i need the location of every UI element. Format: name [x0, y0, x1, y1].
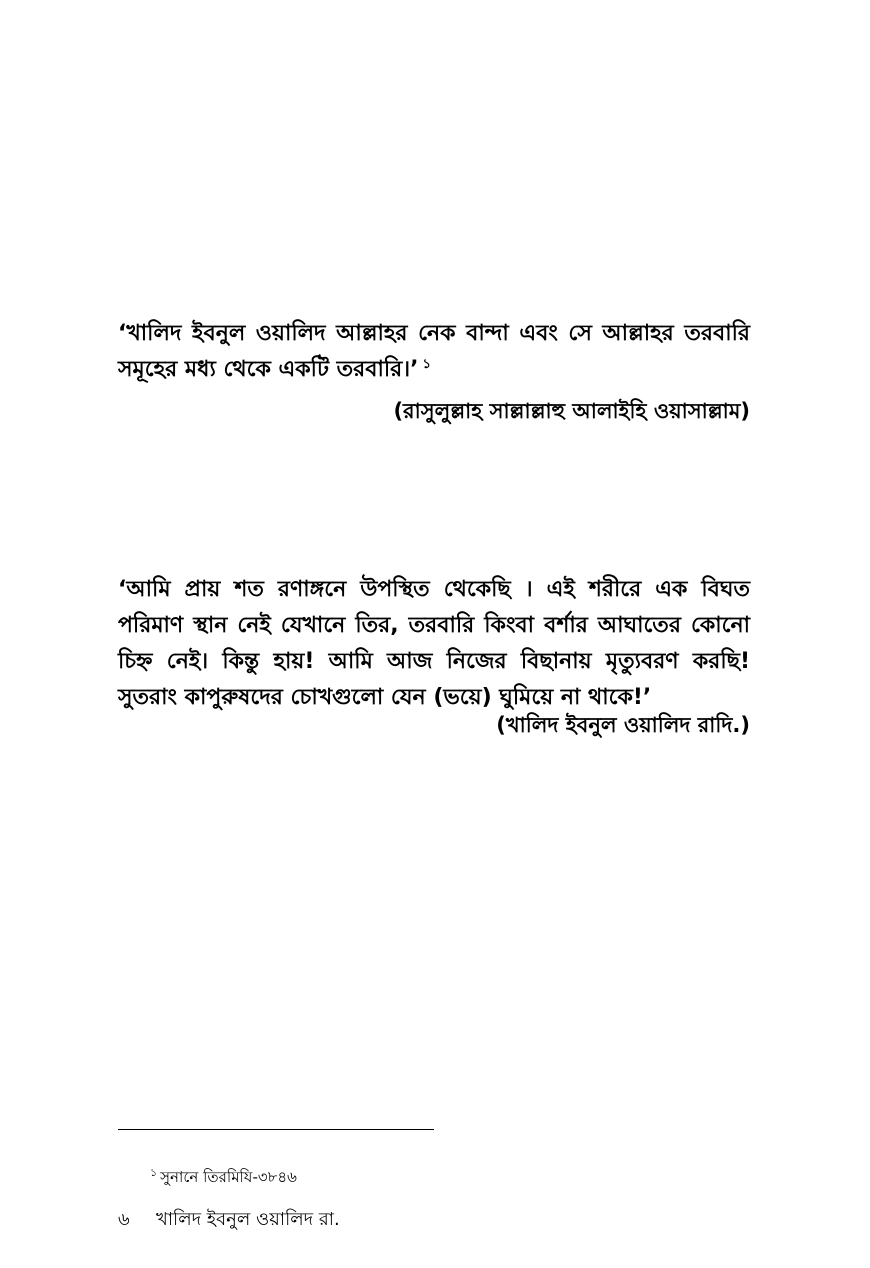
quote-text: ‘খালিদ ইবনুল ওয়ালিদ আল্লাহর নেক বান্দা এবং সে আল্লাহর তরবারি সমূহের মধ্য থেকে একটি তরবারি।’ — [118, 321, 750, 382]
page-footer — [118, 1207, 340, 1233]
quote-khalid: ‘আমি প্রায় শত রণাঙ্গনে উপস্থিত থেকেছি । এই শরীরে এক বিঘত পরিমাণ স্থান নেই যেখানে তির, তরবারি কিংবা বর্শার আঘাতের কোনো চিহ্ন নেই। কিন্তু হায়! আমি আজ নিজের বিছানায় মৃত্যুবরণ করছি! সুতরাং কাপুরুষদের চোখগুলো যেন (ভয়ে) ঘুমিয়ে না থাকে!’ — [118, 577, 750, 710]
book-title: খালিদ ইবনুল ওয়ালিদ রা. — [156, 1209, 340, 1230]
footnote-divider — [118, 1129, 434, 1130]
footnote-reference[interactable]: ১ — [422, 356, 431, 372]
footnote-mark: ১ — [150, 1166, 158, 1179]
attribution-prophet: (রাসুলুল্লাহ সাল্লাল্লাহু আলাইহি ওয়াসাল্লাম) — [393, 399, 750, 423]
footnote — [150, 1166, 297, 1188]
attribution-khalid: (খালিদ ইবনুল ওয়ালিদ রাদি.) — [496, 713, 750, 737]
footnote-text: সুনানে তিরমিযি-৩৮৪৬ — [160, 1168, 297, 1186]
page-number: ৬ — [118, 1209, 130, 1230]
quote-prophet — [118, 316, 750, 388]
